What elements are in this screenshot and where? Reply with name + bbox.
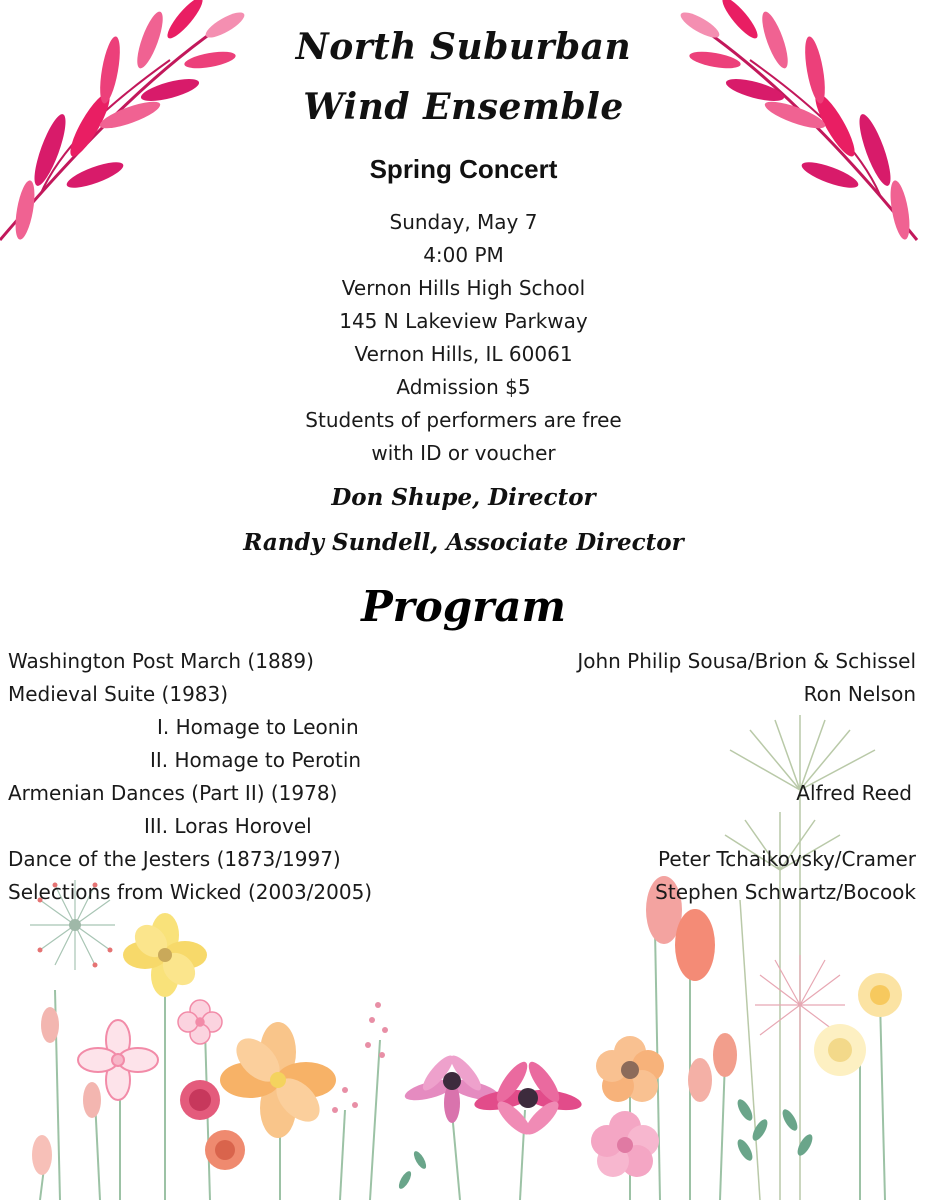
piece-composer: Stephen Schwartz/Bocook (655, 880, 916, 904)
piece-title: Washington Post March (1889) (8, 649, 314, 673)
piece-composer: Ron Nelson (803, 682, 916, 706)
title-line-2: Wind Ensemble (303, 86, 624, 128)
piece-composer: Alfred Reed (796, 781, 912, 805)
movement-item: III. Loras Horovel (144, 814, 312, 838)
associate-director-credit: Randy Sundell, Associate Director (243, 529, 684, 556)
concert-subtitle: Spring Concert (369, 154, 558, 184)
admission-price: Admission $5 (396, 375, 531, 399)
venue-street: 145 N Lakeview Parkway (339, 309, 588, 333)
title-line-1: North Suburban (295, 26, 632, 68)
program-row (8, 876, 916, 908)
concert-time: 4:00 PM (423, 243, 504, 267)
program-row (8, 678, 916, 710)
student-note-line-2: with ID or voucher (371, 441, 556, 465)
student-note-line-1: Students of performers are free (305, 408, 622, 432)
movement-item: I. Homage to Leonin (157, 715, 359, 739)
bottom-flower-meadow-icon (30, 876, 902, 1200)
program-row (8, 645, 916, 677)
director-credit: Don Shupe, Director (331, 484, 596, 511)
piece-title: Armenian Dances (Part II) (1978) (8, 781, 338, 805)
piece-title: Selections from Wicked (2003/2005) (8, 880, 373, 904)
piece-title: Dance of the Jesters (1873/1997) (8, 847, 341, 871)
program-row (8, 843, 916, 875)
venue-name: Vernon Hills High School (341, 276, 586, 300)
program-heading: Program (361, 582, 566, 631)
piece-title: Medieval Suite (1983) (8, 682, 229, 706)
piece-composer: John Philip Sousa/Brion & Schissel (577, 649, 916, 673)
program-row (8, 777, 916, 809)
piece-composer: Peter Tchaikovsky/Cramer (658, 847, 916, 871)
movement-item: II. Homage to Perotin (150, 748, 362, 772)
venue-city: Vernon Hills, IL 60061 (354, 342, 573, 366)
concert-date: Sunday, May 7 (389, 210, 538, 234)
concert-details (0, 206, 927, 470)
